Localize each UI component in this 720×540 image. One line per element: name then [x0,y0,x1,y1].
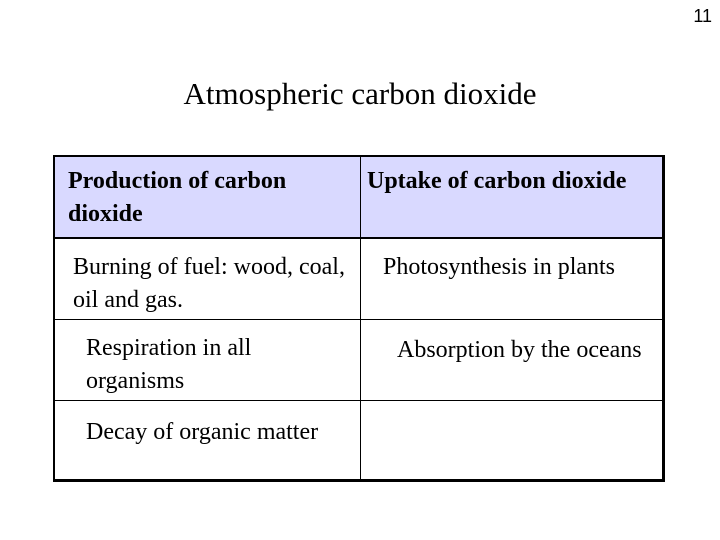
page-number: 11 [693,6,712,26]
header-uptake: Uptake of carbon dioxide [367,168,627,194]
table-row [55,320,662,401]
column-divider [360,157,361,479]
table-header-row [55,157,662,239]
cell-production-2: Respiration in all organisms [86,335,252,394]
cell-uptake-1: Photosynthesis in plants [383,254,616,280]
header-production: Production of carbon dioxide [68,168,287,227]
carbon-dioxide-table [53,155,665,482]
table-row [55,239,662,320]
cell-uptake-2: Absorption by the oceans [397,337,642,363]
slide-title: Atmospheric carbon dioxide [183,76,537,111]
table-row [55,401,662,481]
cell-production-3: Decay of organic matter [86,419,319,445]
cell-production-1: Burning of fuel: wood, coal, oil and gas. [73,254,345,313]
